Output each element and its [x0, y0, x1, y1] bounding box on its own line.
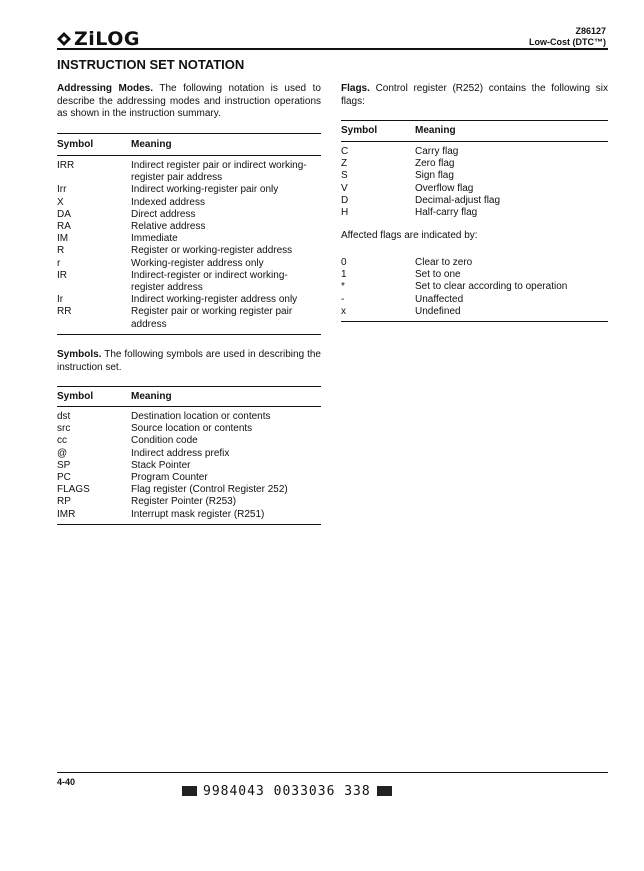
row-symbol: src: [57, 423, 71, 435]
row-meaning: Interrupt mask register (R251): [131, 508, 265, 520]
row-meaning: Overflow flag: [415, 182, 474, 194]
table-row: [57, 435, 321, 447]
row-meaning: Register pair or working register pair address: [131, 306, 293, 330]
row-symbol: -: [341, 293, 345, 305]
table-row: [57, 423, 321, 435]
row-meaning: Zero flag: [415, 158, 455, 170]
addressing-table-body: [57, 156, 321, 335]
col-meaning: Meaning: [131, 391, 172, 402]
row-meaning: Sign flag: [415, 170, 454, 182]
flags-intro: [341, 83, 608, 108]
footer-rule: [57, 772, 608, 773]
row-symbol: dst: [57, 411, 71, 422]
table-row: [341, 195, 608, 207]
header-right: [529, 26, 606, 48]
table-row: [57, 233, 321, 245]
row-symbol: IRR: [57, 160, 75, 171]
row-symbol: C: [341, 146, 349, 157]
flags-heading: Flags.: [341, 83, 370, 94]
row-meaning: Set to one: [415, 269, 461, 281]
row-symbol: IR: [57, 269, 67, 281]
row-meaning: Destination location or contents: [131, 411, 271, 422]
affected-note: Affected flags are indicated by:: [341, 230, 478, 241]
col-symbol: Symbol: [57, 139, 94, 150]
row-meaning: Working-register address only: [131, 257, 264, 269]
barcode: [176, 784, 398, 799]
table-row: [57, 184, 321, 196]
row-meaning: Carry flag: [415, 146, 459, 157]
table-row: [57, 460, 321, 472]
symbols-table: [57, 386, 321, 525]
row-meaning: Half-carry flag: [415, 207, 478, 219]
table-row: [341, 207, 608, 222]
addressing-intro-text: The following notation is used to describe the addressing modes and instruction operations as shown in the instruction summary.: [57, 83, 321, 119]
row-meaning: Flag register (Control Register 252): [131, 484, 288, 496]
row-meaning: Clear to zero: [415, 257, 473, 268]
addressing-table-header: [57, 134, 321, 156]
affected-table: [341, 253, 608, 322]
barcode-block-icon: [377, 786, 392, 796]
table-row: [341, 158, 608, 170]
row-meaning: Undefined: [415, 305, 461, 317]
row-symbol: DA: [57, 208, 71, 220]
barcode-text: 9984043 0033036 338: [203, 784, 371, 799]
row-symbol: cc: [57, 435, 67, 447]
table-row: [57, 472, 321, 484]
table-row: [57, 496, 321, 508]
zilog-logo: [57, 28, 140, 50]
table-row: [57, 245, 321, 257]
row-symbol: Ir: [57, 294, 64, 306]
page-number: 4-40: [57, 777, 76, 787]
row-symbol: D: [341, 194, 349, 206]
logo-text: ZiLOG: [74, 28, 140, 50]
row-symbol: SP: [57, 459, 71, 471]
addressing-heading: Addressing Modes.: [57, 83, 153, 94]
table-row: [341, 183, 608, 195]
row-meaning: Program Counter: [131, 472, 208, 484]
row-meaning: Register or working-register address: [131, 245, 293, 257]
row-symbol: IM: [57, 233, 69, 245]
row-meaning: Stack Pointer: [131, 459, 191, 471]
row-symbol: RR: [57, 306, 72, 318]
part-number: Z86127: [575, 26, 606, 36]
row-meaning: Set to clear according to operation: [415, 281, 568, 293]
table-row: [341, 170, 608, 182]
table-row: [57, 407, 321, 424]
row-meaning: Decimal-adjust flag: [415, 194, 501, 206]
symbols-intro: [57, 349, 321, 374]
table-row: [57, 221, 321, 233]
addressing-intro: [57, 83, 321, 121]
symbols-table-header: [57, 387, 321, 407]
row-symbol: PC: [57, 472, 71, 484]
symbols-heading: Symbols.: [57, 349, 102, 360]
table-row: [57, 156, 321, 185]
row-symbol: H: [341, 207, 349, 219]
table-row: [341, 306, 608, 322]
symbols-table-body: [57, 407, 321, 525]
table-row: [57, 306, 321, 334]
table-row: [57, 448, 321, 460]
table-row: [341, 294, 608, 306]
flags-table: [341, 120, 608, 222]
flags-table-body: [341, 142, 608, 223]
row-symbol: RP: [57, 496, 71, 508]
row-meaning: Source location or contents: [131, 423, 253, 435]
table-row: [57, 270, 321, 294]
addressing-table: [57, 133, 321, 335]
flags-intro-text: Control register (R252) contains the following six flags:: [341, 83, 608, 107]
row-symbol: Irr: [57, 184, 67, 196]
row-symbol: @: [57, 447, 68, 459]
row-symbol: V: [341, 182, 348, 194]
row-meaning: Register Pointer (R253): [131, 496, 237, 508]
affected-table-body: [341, 253, 608, 322]
row-symbol: r: [57, 257, 61, 269]
row-meaning: Unaffected: [415, 293, 464, 305]
row-meaning: Indirect address prefix: [131, 447, 230, 459]
table-row: [341, 269, 608, 281]
header-rule: [57, 48, 608, 50]
row-symbol: R: [57, 245, 65, 257]
col-meaning: Meaning: [131, 139, 172, 150]
header-subtitle: Low-Cost (DTC™): [529, 37, 606, 47]
table-row: [341, 253, 608, 269]
table-row: [57, 294, 321, 306]
barcode-block-icon: [182, 786, 197, 796]
row-meaning: Indirect-register or indirect working-register address: [131, 269, 288, 294]
col-meaning: Meaning: [415, 125, 456, 136]
row-meaning: Indirect working-register pair only: [131, 184, 279, 196]
page-title: INSTRUCTION SET NOTATION: [57, 57, 245, 72]
table-row: [341, 142, 608, 159]
table-row: [57, 484, 321, 496]
row-meaning: Direct address: [131, 208, 196, 220]
row-symbol: X: [57, 196, 64, 208]
row-symbol: Z: [341, 158, 348, 170]
zilog-logo-icon: [57, 32, 71, 46]
row-symbol: RA: [57, 221, 71, 233]
row-symbol: *: [341, 281, 345, 293]
table-row: [341, 281, 608, 293]
symbols-intro-text: The following symbols are used in describing the instruction set.: [57, 349, 321, 373]
table-row: [57, 258, 321, 270]
row-symbol: S: [341, 170, 348, 182]
col-symbol: Symbol: [57, 391, 94, 402]
row-symbol: x: [341, 305, 346, 317]
table-row: [57, 509, 321, 525]
row-symbol: FLAGS: [57, 484, 90, 496]
flags-table-header: [341, 121, 608, 142]
row-symbol: 0: [341, 257, 347, 268]
row-meaning: Indexed address: [131, 196, 205, 208]
row-meaning: Indirect working-register address only: [131, 294, 298, 306]
row-meaning: Condition code: [131, 435, 198, 447]
row-meaning: Indirect register pair or indirect working-register pair address: [131, 160, 307, 184]
table-row: [57, 209, 321, 221]
table-row: [57, 197, 321, 209]
col-symbol: Symbol: [341, 125, 378, 136]
row-symbol: 1: [341, 269, 347, 281]
row-meaning: Relative address: [131, 221, 206, 233]
row-meaning: Immediate: [131, 233, 178, 245]
row-symbol: IMR: [57, 508, 76, 520]
